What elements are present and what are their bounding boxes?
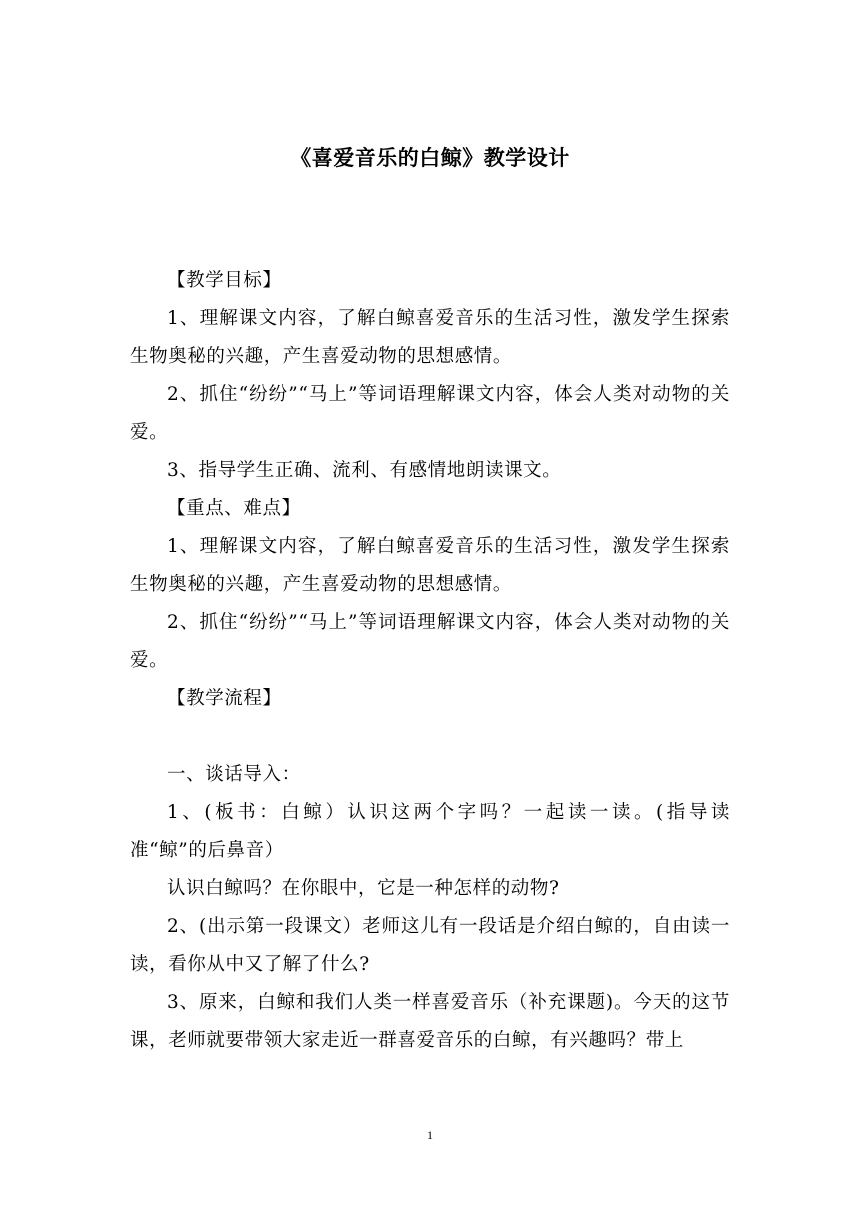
paragraph-intro-2: 2、(出示第一段课文）老师这儿有一段话是介绍白鲸的，自由读一读，看你从中又了解了什么? [130, 916, 730, 975]
paragraph-goal-2: 2、抓住“纷纷”“马上”等词语理解课文内容，体会人类对动物的关爱。 [130, 384, 730, 443]
paragraph-intro-1: 1、(板书：白鲸）认识这两个字吗？一起读一读。(指导读准“鲸”的后鼻音） [130, 802, 730, 861]
paragraph-intro-question: 认识白鲸吗？在你眼中，它是一种怎样的动物? [167, 878, 560, 899]
document-title: 《喜爱音乐的白鲸》教学设计 [290, 145, 570, 170]
heading-teaching-flow: 【教学流程】 [167, 688, 282, 709]
paragraph-key-point-1: 1、理解课文内容，了解白鲸喜爱音乐的生活习性，激发学生探索生物奥秘的兴趣，产生喜爱动物的思想感情。 [130, 536, 730, 595]
paragraph-key-point-2: 2、抓住“纷纷”“马上”等词语理解课文内容，体会人类对动物的关爱。 [130, 612, 730, 671]
paragraph-goal-1: 1、理解课文内容，了解白鲸喜爱音乐的生活习性，激发学生探索生物奥秘的兴趣，产生喜爱动物的思想感情。 [130, 308, 730, 367]
paragraph-intro-3: 3、原来，白鲸和我们人类一样喜爱音乐（补充课题)。今天的这节课，老师就要带领大家走近一群喜爱音乐的白鲸，有兴趣吗？带上 [130, 992, 730, 1051]
section-intro-heading: 一、谈话导入： [167, 764, 301, 785]
heading-teaching-goals: 【教学目标】 [167, 270, 282, 291]
paragraph-goal-3: 3、指导学生正确、流利、有感情地朗读课文。 [167, 460, 562, 481]
heading-key-points: 【重点、难点】 [167, 498, 301, 519]
document-body [130, 262, 730, 1060]
page-number: 1 [427, 1128, 433, 1142]
